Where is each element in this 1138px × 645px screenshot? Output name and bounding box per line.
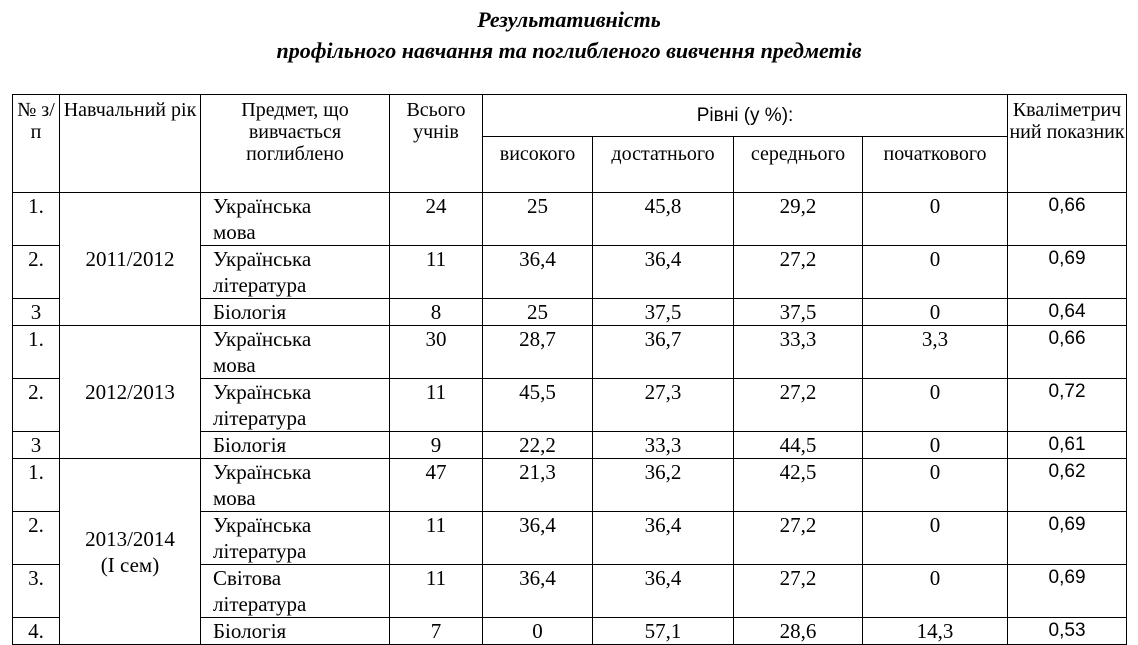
cell-subject: Українська література <box>201 512 390 565</box>
cell-average: 37,5 <box>734 299 863 326</box>
cell-total: 47 <box>390 459 483 512</box>
cell-initial: 0 <box>863 565 1008 618</box>
cell-total: 9 <box>390 432 483 459</box>
cell-initial: 0 <box>863 459 1008 512</box>
cell-subject: Українська мова <box>201 326 390 379</box>
cell-average: 33,3 <box>734 326 863 379</box>
header-subject: Предмет, що вивчається поглиблено <box>201 95 390 193</box>
cell-sufficient: 27,3 <box>593 379 734 432</box>
cell-average: 27,2 <box>734 246 863 299</box>
results-table <box>12 94 1127 645</box>
cell-quality: 0,61 <box>1008 432 1127 459</box>
table-row <box>13 326 1127 379</box>
cell-number: 3. <box>13 565 60 618</box>
cell-total: 7 <box>390 618 483 645</box>
cell-initial: 14,3 <box>863 618 1008 645</box>
cell-initial: 0 <box>863 246 1008 299</box>
cell-subject: Українська мова <box>201 459 390 512</box>
cell-quality: 0,53 <box>1008 618 1127 645</box>
cell-quality: 0,69 <box>1008 246 1127 299</box>
cell-subject: Світова література <box>201 565 390 618</box>
cell-total: 11 <box>390 379 483 432</box>
cell-number: 2. <box>13 512 60 565</box>
cell-quality: 0,66 <box>1008 326 1127 379</box>
header-sufficient: достатнього <box>593 137 734 193</box>
cell-quality: 0,64 <box>1008 299 1127 326</box>
cell-total: 30 <box>390 326 483 379</box>
cell-high: 25 <box>483 299 593 326</box>
cell-number: 3 <box>13 299 60 326</box>
table-row <box>13 459 1127 512</box>
cell-total: 8 <box>390 299 483 326</box>
cell-initial: 0 <box>863 432 1008 459</box>
cell-high: 21,3 <box>483 459 593 512</box>
cell-sufficient: 36,4 <box>593 565 734 618</box>
document-title: Результативність <box>477 7 661 32</box>
cell-year: 2012/2013 <box>60 326 201 459</box>
cell-high: 36,4 <box>483 246 593 299</box>
header-initial: початкового <box>863 137 1008 193</box>
cell-quality: 0,66 <box>1008 193 1127 246</box>
cell-initial: 0 <box>863 299 1008 326</box>
cell-number: 2. <box>13 379 60 432</box>
cell-subject: Українська література <box>201 379 390 432</box>
header-high: високого <box>483 137 593 193</box>
cell-number: 2. <box>13 246 60 299</box>
cell-average: 27,2 <box>734 512 863 565</box>
header-average: середнього <box>734 137 863 193</box>
cell-sufficient: 36,7 <box>593 326 734 379</box>
cell-subject: Біологія <box>201 299 390 326</box>
document-subtitle: профільного навчання та поглибленого вивчення предметів <box>276 38 862 63</box>
cell-subject: Біологія <box>201 432 390 459</box>
cell-sufficient: 33,3 <box>593 432 734 459</box>
cell-average: 42,5 <box>734 459 863 512</box>
header-number: № з/п <box>13 95 60 193</box>
cell-average: 27,2 <box>734 379 863 432</box>
results-table-body <box>13 193 1127 645</box>
header-levels: Рівні (у %): <box>483 95 1008 137</box>
cell-year: 2011/2012 <box>60 193 201 326</box>
cell-number: 3 <box>13 432 60 459</box>
header-quality: Кваліметричний показник <box>1008 95 1127 193</box>
cell-high: 36,4 <box>483 512 593 565</box>
cell-quality: 0,69 <box>1008 565 1127 618</box>
cell-total: 11 <box>390 246 483 299</box>
cell-number: 1. <box>13 193 60 246</box>
cell-high: 22,2 <box>483 432 593 459</box>
cell-sufficient: 37,5 <box>593 299 734 326</box>
cell-high: 45,5 <box>483 379 593 432</box>
header-year: Навчальний рік <box>60 95 201 193</box>
cell-total: 24 <box>390 193 483 246</box>
cell-subject: Українська мова <box>201 193 390 246</box>
cell-initial: 0 <box>863 379 1008 432</box>
cell-quality: 0,69 <box>1008 512 1127 565</box>
cell-number: 1. <box>13 459 60 512</box>
cell-number: 4. <box>13 618 60 645</box>
cell-year: 2013/2014 (І сем) <box>60 459 201 645</box>
cell-quality: 0,72 <box>1008 379 1127 432</box>
cell-sufficient: 45,8 <box>593 193 734 246</box>
cell-number: 1. <box>13 326 60 379</box>
cell-high: 0 <box>483 618 593 645</box>
cell-sufficient: 36,2 <box>593 459 734 512</box>
cell-average: 44,5 <box>734 432 863 459</box>
cell-subject: Українська література <box>201 246 390 299</box>
cell-high: 36,4 <box>483 565 593 618</box>
cell-initial: 3,3 <box>863 326 1008 379</box>
cell-high: 25 <box>483 193 593 246</box>
cell-sufficient: 57,1 <box>593 618 734 645</box>
cell-total: 11 <box>390 512 483 565</box>
cell-quality: 0,62 <box>1008 459 1127 512</box>
cell-average: 28,6 <box>734 618 863 645</box>
cell-average: 27,2 <box>734 565 863 618</box>
header-total: Всього учнів <box>390 95 483 193</box>
table-row <box>13 193 1127 246</box>
cell-subject: Біологія <box>201 618 390 645</box>
cell-total: 11 <box>390 565 483 618</box>
cell-sufficient: 36,4 <box>593 246 734 299</box>
cell-high: 28,7 <box>483 326 593 379</box>
cell-average: 29,2 <box>734 193 863 246</box>
cell-sufficient: 36,4 <box>593 512 734 565</box>
cell-initial: 0 <box>863 193 1008 246</box>
cell-initial: 0 <box>863 512 1008 565</box>
